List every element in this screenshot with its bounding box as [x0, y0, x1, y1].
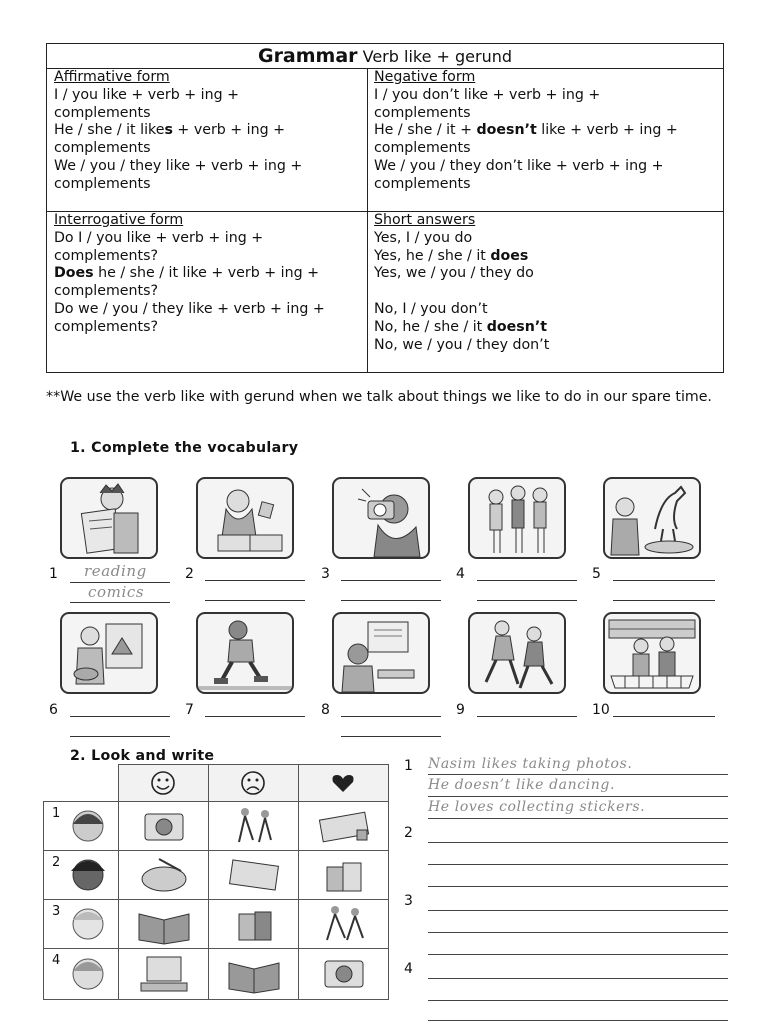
smiley-face-icon: [119, 765, 208, 801]
writing-line[interactable]: [428, 932, 728, 933]
activity-cell: [118, 801, 209, 851]
interrogative-label: Interrogative form: [54, 212, 184, 228]
writing-line[interactable]: [428, 886, 728, 887]
activity-cell: [208, 801, 299, 851]
interrogative-line: Do we / you / they like + verb + ing +: [54, 300, 325, 317]
short-answer-line: No, I / you don’t: [374, 300, 488, 317]
activity-cell: [298, 801, 389, 851]
interrogative-line: complements?: [54, 247, 159, 264]
picture-museum-dinosaur: [603, 477, 701, 559]
interrogative-line: complements?: [54, 283, 159, 300]
interrogative-line: Does he / she / it like + verb + ing +: [54, 265, 319, 282]
look-and-write-table: [43, 764, 389, 1000]
handwritten-sentence: He doesn’t like dancing.: [428, 777, 615, 793]
answer-number: 1: [404, 758, 413, 774]
affirmative-line: He / she / it likes + verb + ing +: [54, 122, 286, 139]
affirmative-line: I / you like + verb + ing +: [54, 86, 239, 103]
negative-line: complements: [374, 175, 471, 192]
activity-cell: [298, 899, 389, 949]
picture-using-computer: [332, 612, 430, 694]
short-answers-label: Short answers: [374, 212, 476, 228]
handwritten-sentence: He loves collecting stickers.: [428, 799, 646, 815]
table-divider-vertical: [367, 68, 368, 373]
answer-line[interactable]: [205, 600, 305, 601]
picture-painting: [60, 612, 158, 694]
row-number: 1: [52, 806, 61, 821]
picture-reading-comics: [60, 477, 158, 559]
camera-icon: [299, 949, 388, 999]
item-number: 7: [185, 702, 194, 718]
writing-line[interactable]: [428, 978, 728, 979]
affirmative-line: complements: [54, 140, 151, 157]
writing-line[interactable]: [428, 910, 728, 911]
item-number: 3: [321, 566, 330, 582]
picture-friends: [468, 477, 566, 559]
exercise2-heading: 2. Look and write: [70, 748, 215, 764]
short-answer-line: No, he / she / it doesn’t: [374, 318, 548, 335]
negative-line: complements: [374, 104, 471, 121]
activity-cell: [298, 948, 389, 1000]
answer-line[interactable]: [613, 600, 715, 601]
writing-line[interactable]: [428, 842, 728, 843]
dancing-icon: [299, 900, 388, 948]
writing-line[interactable]: [428, 774, 728, 775]
comics-icon: [209, 949, 298, 999]
row-number: 4: [52, 953, 61, 968]
child-photo-cell: [43, 801, 119, 851]
item-number: 1: [49, 566, 58, 582]
child-photo-cell: [43, 850, 119, 900]
negative-line: complements: [374, 140, 471, 157]
short-answer-line: No, we / you / they don’t: [374, 336, 550, 353]
item-number: 5: [592, 566, 601, 582]
stickers-icon: [209, 851, 298, 899]
negative-line: He / she / it + doesn’t like + verb + ing +: [374, 122, 678, 139]
grammar-table: [46, 43, 724, 373]
answer-number: 4: [404, 961, 413, 977]
answer-line[interactable]: [477, 600, 577, 601]
affirmative-line: complements: [54, 104, 151, 121]
picture-taking-photos: [332, 477, 430, 559]
answer-number: 2: [404, 825, 413, 841]
picture-collecting-stickers: [196, 477, 294, 559]
item-number: 8: [321, 702, 330, 718]
activity-cell: [208, 948, 299, 1000]
activity-cell: [208, 899, 299, 949]
affirmative-cell: [54, 69, 302, 194]
paint-palette-icon: [119, 851, 208, 899]
short-answers-cell: [374, 212, 549, 354]
answer-line[interactable]: [70, 736, 170, 737]
child-photo-cell: [43, 899, 119, 949]
activity-cell: [298, 850, 389, 900]
grammar-title: [47, 44, 723, 69]
handwritten-answer: comics: [88, 583, 145, 601]
answer-line[interactable]: [613, 580, 715, 581]
negative-cell: [374, 69, 678, 194]
comics-icon: [119, 900, 208, 948]
interrogative-cell: [54, 212, 325, 337]
activity-cell: [208, 850, 299, 900]
row-number: 2: [52, 855, 61, 870]
answer-line[interactable]: [205, 716, 305, 717]
header-cell: [118, 764, 209, 802]
writing-line[interactable]: [428, 1000, 728, 1001]
answer-line[interactable]: [70, 602, 170, 603]
activity-cell: [118, 899, 209, 949]
answer-line[interactable]: [341, 716, 441, 717]
item-number: 9: [456, 702, 465, 718]
exercise1-heading: 1. Complete the vocabulary: [70, 440, 299, 456]
dancing-icon: [209, 802, 298, 850]
affirmative-label: Affirmative form: [54, 69, 170, 85]
affirmative-line: complements: [54, 175, 151, 192]
interrogative-line: complements?: [54, 318, 159, 335]
grammar-title-rest: Verb like + gerund: [357, 47, 513, 66]
answer-line[interactable]: [205, 580, 305, 581]
header-cell: [208, 764, 299, 802]
shopping-bags-icon: [209, 900, 298, 948]
interrogative-line: Do I / you like + verb + ing +: [54, 229, 264, 246]
handwritten-sentence: Nasim likes taking photos.: [428, 756, 633, 772]
writing-line[interactable]: [428, 864, 728, 865]
picture-shopping: [603, 612, 701, 694]
sad-face-icon: [209, 765, 298, 801]
row-number: 3: [52, 904, 61, 919]
negative-label: Negative form: [374, 69, 476, 85]
answer-number: 3: [404, 893, 413, 909]
answer-line[interactable]: [70, 716, 170, 717]
writing-line[interactable]: [428, 796, 728, 797]
picture-skating: [196, 612, 294, 694]
grammar-title-bold: Grammar: [257, 45, 358, 67]
writing-line[interactable]: [428, 818, 728, 819]
child-photo-cell: [43, 948, 119, 1000]
answer-line[interactable]: [477, 716, 577, 717]
short-answer-line: Yes, we / you / they do: [374, 265, 534, 282]
grammar-note: **We use the verb like with gerund when we talk about things we like to do in our spare time.: [46, 389, 712, 405]
short-answer-line: Yes, I / you do: [374, 229, 473, 246]
stickers-icon: [299, 802, 388, 850]
item-number: 10: [592, 702, 610, 718]
short-answer-line: Yes, he / she / it does: [374, 247, 529, 264]
answer-line[interactable]: [341, 580, 441, 581]
answer-line[interactable]: [341, 600, 441, 601]
answer-line[interactable]: [477, 580, 577, 581]
picture-dancing: [468, 612, 566, 694]
writing-line[interactable]: [428, 954, 728, 955]
camera-icon: [119, 802, 208, 850]
handwritten-answer: reading: [84, 562, 147, 580]
item-number: 4: [456, 566, 465, 582]
activity-cell: [118, 948, 209, 1000]
affirmative-line: We / you / they like + verb + ing +: [54, 157, 303, 174]
shopping-bags-icon: [299, 851, 388, 899]
writing-line[interactable]: [428, 1020, 728, 1021]
negative-line: I / you don’t like + verb + ing +: [374, 86, 601, 103]
answer-line[interactable]: [341, 736, 441, 737]
heart-icon: [299, 765, 388, 801]
answer-line[interactable]: [613, 716, 715, 717]
computer-icon: [119, 949, 208, 999]
item-number: 6: [49, 702, 58, 718]
header-cell: [298, 764, 389, 802]
activity-cell: [118, 850, 209, 900]
item-number: 2: [185, 566, 194, 582]
negative-line: We / you / they don’t like + verb + ing +: [374, 157, 664, 174]
